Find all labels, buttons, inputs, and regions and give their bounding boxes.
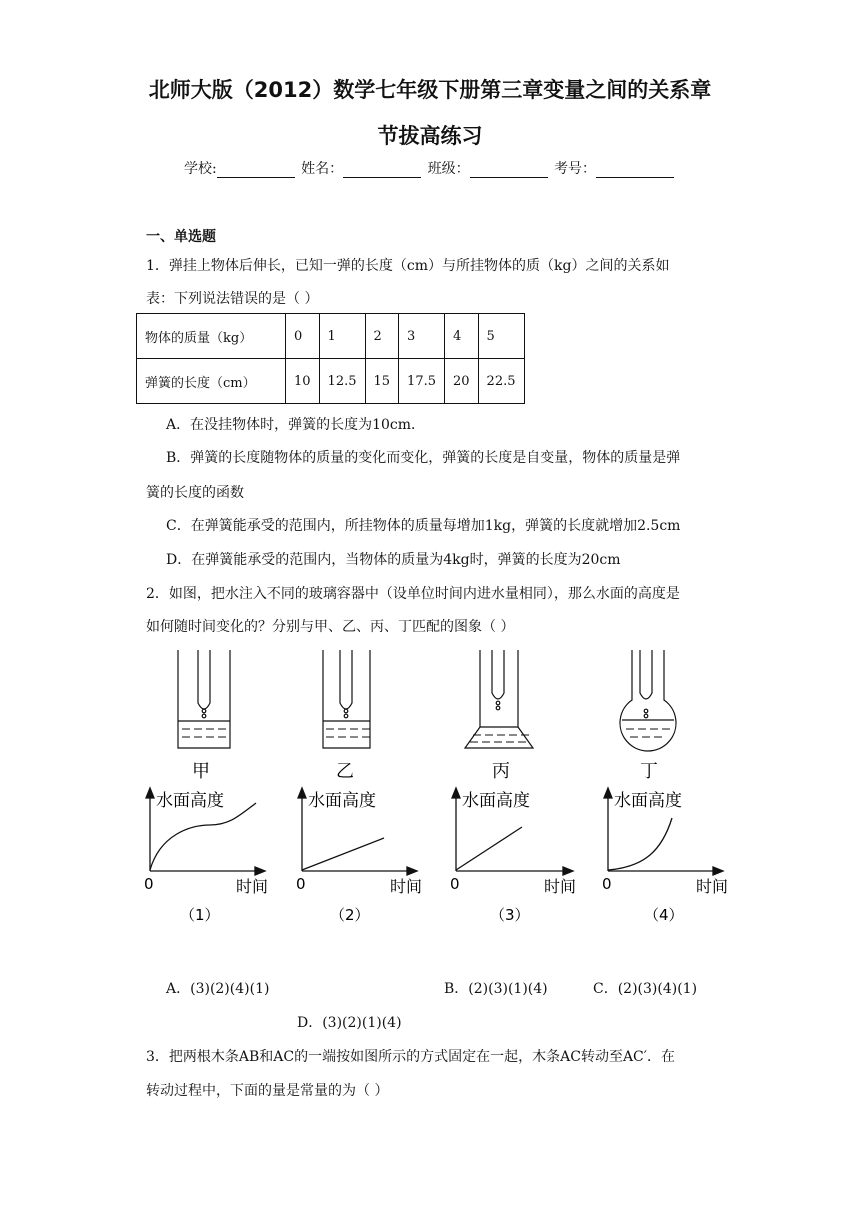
- line-3: [456, 827, 522, 870]
- y-axis-label: 水面高度: [614, 791, 682, 811]
- graph-2: [296, 788, 422, 924]
- q2-option-a[interactable]: A．(3)(2)(4)(1): [166, 981, 270, 997]
- table-cell: 17.5: [399, 359, 445, 404]
- class-blank[interactable]: [470, 163, 548, 178]
- q1-option-d[interactable]: D．在弹簧能承受的范围内，当物体的质量为4kg时，弹簧的长度为20cm: [166, 552, 621, 568]
- table-row: [137, 359, 525, 404]
- container-ding: [620, 650, 676, 751]
- exam-no-label: 考号：: [554, 161, 597, 177]
- q1-data-table: [136, 313, 525, 404]
- container-jia: [178, 650, 230, 748]
- graph-caption-3: （3）: [490, 906, 530, 924]
- table-cell: 5: [478, 314, 524, 359]
- line-2: [302, 838, 384, 870]
- q2-option-d[interactable]: D．(3)(2)(1)(4): [297, 1015, 402, 1031]
- x-axis-label: 时间: [236, 877, 269, 896]
- container-label-jia: 甲: [192, 761, 210, 782]
- table-cell: 22.5: [478, 359, 524, 404]
- student-info-row: [0, 158, 860, 178]
- container-bing: [465, 650, 533, 748]
- origin-label: 0: [450, 875, 460, 893]
- q2-stem-line1: 2．如图，把水注入不同的玻璃容器中（设单位时间内进水量相同），那么水面的高度是: [146, 586, 680, 602]
- q1-option-c[interactable]: C．在弹簧能承受的范围内，所挂物体的质量每增加1kg，弹簧的长度就增加2.5cm: [166, 518, 681, 534]
- graph-4: [602, 788, 728, 924]
- graph-caption-4: （4）: [644, 906, 684, 924]
- curve-1: [150, 803, 256, 870]
- q1-option-b-line1[interactable]: B．弹簧的长度随物体的质量的变化而变化，弹簧的长度是自变量，物体的质量是弹: [166, 450, 681, 466]
- table-row-header: 弹簧的长度（cm）: [137, 359, 286, 404]
- doc-title-line2: 节拔高练习: [377, 124, 483, 148]
- q2-option-b[interactable]: B．(2)(3)(1)(4): [444, 981, 548, 997]
- school-label: 学校:: [183, 161, 217, 177]
- table-cell: 2: [365, 314, 399, 359]
- q2-option-c[interactable]: C．(2)(3)(4)(1): [593, 981, 698, 997]
- table-cell: 3: [399, 314, 445, 359]
- container-yi: [323, 650, 370, 748]
- q1-stem-line1: 1．弹挂上物体后伸长，已知一弹的长度（cm）与所挂物体的质（kg）之间的关系如: [146, 258, 670, 274]
- exam-no-blank[interactable]: [596, 163, 674, 178]
- name-label: 姓名：: [301, 161, 344, 177]
- container-label-yi: 乙: [336, 761, 354, 782]
- table-cell: 10: [286, 359, 320, 404]
- graph-caption-1: （1）: [180, 906, 220, 924]
- doc-title-line1: 北师大版（2012）数学七年级下册第三章变量之间的关系章: [148, 78, 712, 102]
- origin-label: 0: [296, 875, 306, 893]
- x-axis-label: 时间: [390, 877, 423, 896]
- q2-stem-line2: 如何随时间变化的？分别与甲、乙、丙、丁匹配的图象（ ）: [146, 619, 515, 635]
- table-cell: 20: [445, 359, 479, 404]
- q3-stem-line1: 3．把两根木条AB和AC的一端按如图所示的方式固定在一起，木条AC转动至AC′．在: [146, 1049, 675, 1065]
- class-label: 班级：: [427, 161, 470, 177]
- school-blank[interactable]: [217, 163, 295, 178]
- container-label-ding: 丁: [640, 761, 658, 782]
- graph-3: [450, 788, 576, 924]
- x-axis-label: 时间: [544, 877, 577, 896]
- y-axis-label: 水面高度: [156, 791, 224, 811]
- q1-stem-line2: 表：下列说法错误的是（ ）: [146, 291, 319, 307]
- curve-4: [608, 818, 672, 870]
- section-heading: 一、单选题: [146, 229, 216, 245]
- name-blank[interactable]: [343, 163, 421, 178]
- table-cell: 4: [445, 314, 479, 359]
- graph-caption-2: （2）: [330, 906, 370, 924]
- q1-option-b-line2[interactable]: 簧的长度的函数: [146, 485, 244, 501]
- y-axis-label: 水面高度: [462, 791, 530, 811]
- y-axis-label: 水面高度: [308, 791, 376, 811]
- table-row: [137, 314, 525, 359]
- table-cell: 12.5: [319, 359, 365, 404]
- table-row-header: 物体的质量（kg）: [137, 314, 286, 359]
- q1-option-a[interactable]: A．在没挂物体时，弹簧的长度为10cm．: [166, 417, 426, 433]
- x-axis-label: 时间: [696, 877, 729, 896]
- q3-stem-line2: 转动过程中，下面的量是常量的为（ ）: [146, 1083, 389, 1099]
- container-label-bing: 丙: [492, 761, 510, 782]
- table-cell: 15: [365, 359, 399, 404]
- graph-1: [144, 788, 268, 924]
- table-cell: 1: [319, 314, 365, 359]
- q2-figure: [140, 645, 740, 930]
- origin-label: 0: [602, 875, 612, 893]
- table-cell: 0: [286, 314, 320, 359]
- origin-label: 0: [144, 875, 154, 893]
